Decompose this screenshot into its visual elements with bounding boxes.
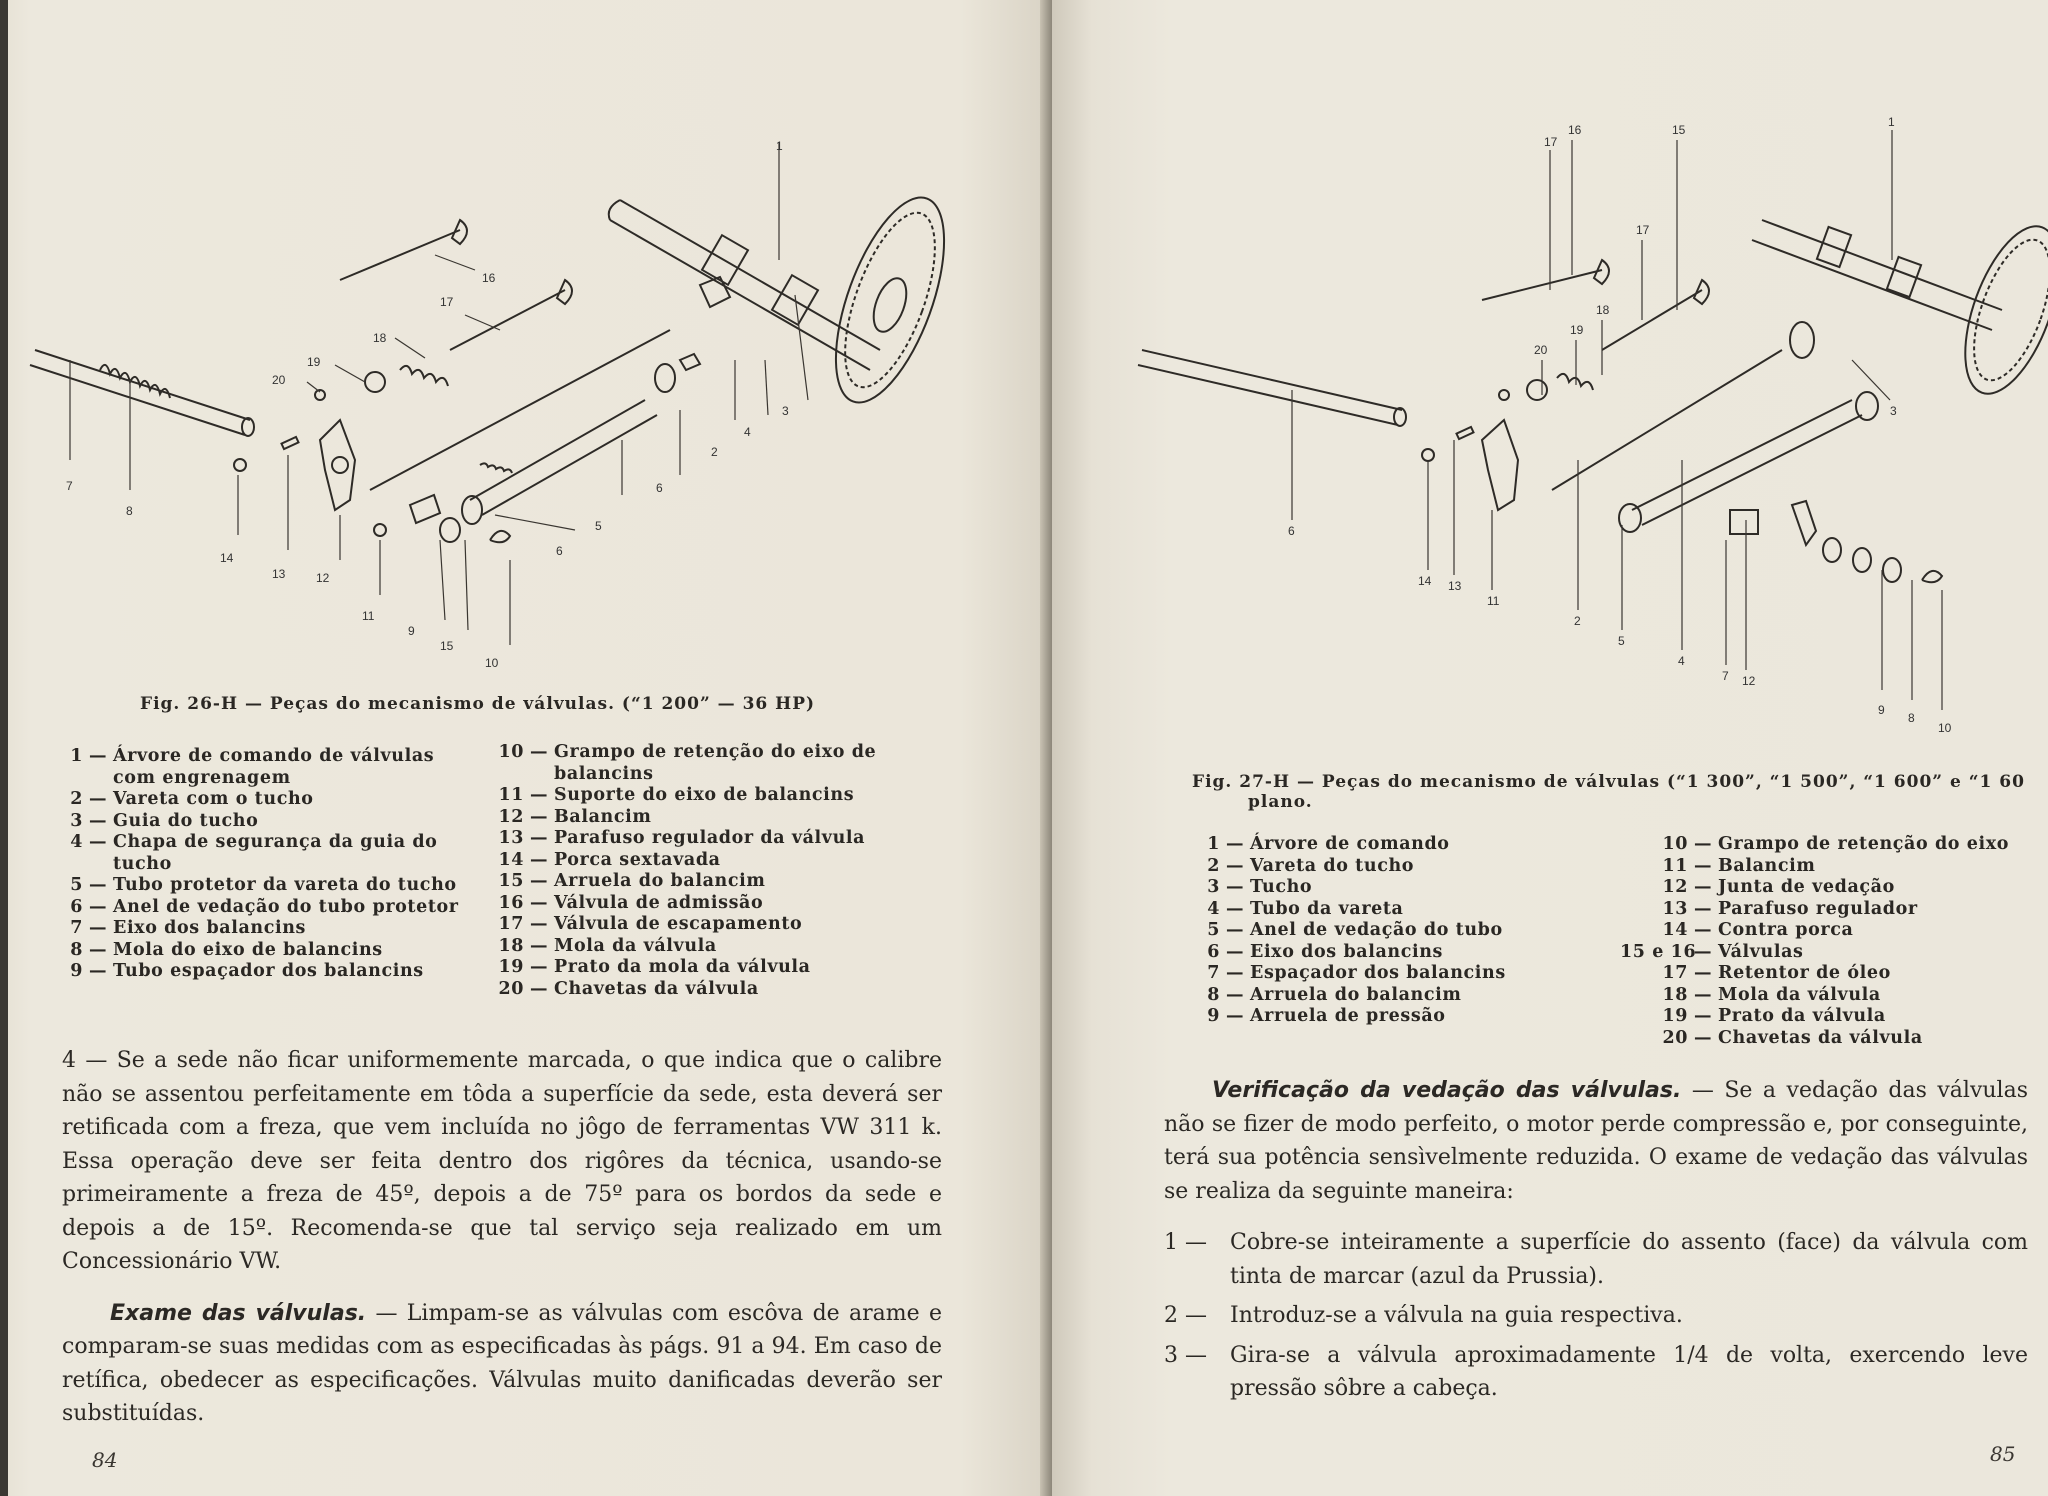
callout-1: 1	[776, 139, 783, 153]
legend-item: 2 — Vareta do tucho	[1207, 855, 1415, 876]
callout-3: 3	[1890, 404, 1897, 418]
spring-retainer	[365, 372, 385, 392]
callout-labels	[1288, 115, 1952, 735]
legend-item: 20 — Chavetas da válvula	[498, 978, 759, 999]
callout-19: 19	[307, 355, 321, 369]
legend-item: 3 — Guia do tucho	[70, 810, 259, 831]
legend-item: 18 — Mola da válvula	[1662, 984, 1881, 1005]
legend-item: 13 — Parafuso regulador da válvula	[498, 828, 866, 848]
callout-19: 19	[1570, 323, 1584, 337]
callout-11: 11	[1487, 594, 1500, 608]
legend-item: 18 — Mola da válvula	[498, 935, 717, 956]
legend-left-column	[1192, 834, 1506, 1028]
legend-item: 1 — Árvore de comando de válvulas com engrenagem	[70, 746, 435, 788]
lock-nut	[1422, 449, 1434, 461]
legend-item: 8 — Mola do eixo de balancins	[70, 939, 383, 960]
callout-3: 3	[782, 404, 789, 418]
legend-item: 14 — Contra porca	[1662, 920, 1854, 940]
washer-a	[1823, 538, 1841, 562]
callout-14: 14	[220, 551, 234, 565]
left-body-text	[62, 1044, 942, 1431]
paragraph-verification: Verificação da vedação das válvulas. — Se a vedação das válvulas não se fizer de modo perfeito, o motor perde compressão e, por conseguinte, terá sua potência sensìvelmente reduzida. O exame de vedação das válvulas se realiza da seguinte maneira:	[1164, 1078, 2028, 1204]
callout-5: 5	[1618, 634, 1625, 648]
tube-seal-2	[1856, 392, 1878, 420]
washer-c	[1883, 558, 1901, 582]
legend-item: 16 — Válvula de admissão	[498, 892, 764, 913]
callout-15: 15	[440, 639, 454, 653]
legend-item: 14 — Porca sextavada	[498, 849, 721, 870]
callout-7: 7	[1722, 669, 1729, 683]
valve-keeper	[1499, 390, 1509, 400]
legend-item: 19 — Prato da válvula	[1662, 1006, 1886, 1026]
legend-item: 9 — Arruela de pressão	[1207, 1006, 1446, 1026]
rocker-arm	[1482, 420, 1518, 510]
legend-item: 19 — Prato da mola da válvula	[498, 957, 811, 977]
push-rod-tube	[1632, 322, 1862, 525]
legend-right-column	[496, 742, 924, 1000]
callout-1: 1	[1888, 115, 1895, 129]
callout-4: 4	[1678, 654, 1685, 668]
shaft-support	[410, 495, 440, 523]
camshaft-part	[1752, 214, 2048, 405]
legend-item: 11 — Balancim	[1662, 855, 1816, 876]
valve-16	[340, 220, 467, 280]
legend-item: 15 e 16 — Válvulas	[1620, 941, 1804, 962]
valve-retainer	[1527, 380, 1547, 400]
callout-labels	[66, 139, 789, 670]
callout-18: 18	[1596, 303, 1610, 317]
callout-2: 2	[711, 445, 718, 459]
list-item: 1 — Cobre-se inteiramente a superfície do assento (face) da válvula com tinta de marcar (azul da Prussia).	[1164, 1230, 2028, 1289]
callout-13: 13	[272, 567, 286, 581]
legend-item: 1 — Árvore de comando	[1207, 834, 1450, 854]
legend-item: 4 — Chapa de segurança da guia do tucho	[70, 832, 438, 874]
spacer-tube	[440, 518, 460, 542]
rocker-shaft-part	[30, 350, 254, 436]
legend-left-column	[55, 746, 483, 983]
callout-9: 9	[1878, 703, 1885, 717]
legend-right-column	[1620, 834, 2009, 1049]
push-rod	[370, 330, 670, 490]
retaining-clip	[490, 531, 510, 542]
callout-9: 9	[408, 624, 415, 638]
callout-4: 4	[744, 425, 751, 439]
legend-item: 10 — Grampo de retenção do eixo de balancins	[498, 742, 877, 784]
paragraph-step-4: 4 — Se a sede não ficar uniformemente marcada, o que indica que o calibre não se assentou perfeitamente em tôda a superfície da sede, esta deverá ser retificada com a freza, que vem incluída no jôgo de ferramentas VW 311 k. Essa operação deve ser feita dentro dos rigôres da técnica, usando-se primeiramente a freza de 45º, depois a de 75º para os bordos da sede e depois a de 15º. Recomenda-se que tal serviço seja realizado em um Concessionário VW.	[62, 1048, 942, 1274]
book-edge	[0, 0, 8, 1496]
legend-item: 17 — Válvula de escapamento	[498, 914, 803, 934]
legend-item: 10 — Grampo de retenção do eixo	[1662, 834, 2010, 854]
figure-caption-line-2: plano.	[1248, 792, 1313, 812]
adjust-screw	[1456, 427, 1473, 439]
legend-item: 13 — Parafuso regulador	[1662, 898, 1918, 919]
valve-spring	[400, 366, 448, 386]
adjust-screw	[281, 437, 298, 449]
callout-6: 6	[1288, 524, 1295, 538]
right-page	[1052, 0, 2048, 1496]
callout-5: 5	[595, 519, 602, 533]
legend-item: 5 — Anel de vedação do tubo	[1207, 920, 1503, 940]
callout-12: 12	[316, 571, 330, 585]
callout-10: 10	[485, 656, 499, 670]
push-rod	[1552, 350, 1782, 490]
section-title-exam: Exame das válvulas.	[110, 1300, 367, 1326]
rocker-shaft-part	[1138, 350, 1406, 426]
legend-item: 12 — Junta de vedação	[1662, 877, 1895, 897]
leader-lines	[1292, 130, 1942, 710]
legend-item: 7 — Eixo dos balancins	[70, 918, 307, 938]
seal-ring-2	[655, 364, 675, 392]
callout-13: 13	[1448, 579, 1462, 593]
legend-item: 15 — Arruela do balancim	[498, 871, 766, 891]
leader-lines	[70, 142, 808, 645]
callout-8: 8	[126, 504, 133, 518]
callout-2: 2	[1574, 614, 1581, 628]
callout-6-bottom: 6	[556, 544, 563, 558]
rocker-arm	[320, 420, 355, 510]
legend-item: 7 — Espaçador dos balancins	[1207, 963, 1506, 983]
figure-caption: Fig. 26-H — Peças do mecanismo de válvulas. (“1 200” — 36 HP)	[140, 694, 816, 714]
seal-ring	[462, 496, 482, 524]
rocker-spacer	[1730, 510, 1758, 534]
callout-6-top: 6	[656, 481, 663, 495]
figure-26h	[20, 120, 960, 680]
callout-12: 12	[1742, 674, 1756, 688]
camshaft-gear	[814, 184, 960, 416]
legend-item: 9 — Tubo espaçador dos balancins	[70, 961, 424, 981]
legend-item: 2 — Vareta com o tucho	[70, 789, 314, 809]
callout-14: 14	[1418, 574, 1432, 588]
page-number-right: 85	[1990, 1442, 2016, 1466]
protector-tube	[470, 400, 657, 515]
callout-7: 7	[66, 479, 73, 493]
legend-item: 5 — Tubo protetor da vareta do tucho	[70, 875, 457, 895]
section-title-verification: Verificação da vedação das válvulas.	[1212, 1078, 1682, 1103]
paragraph-exam: Exame das válvulas. — Limpam-se as válvulas com escôva de arame e comparam-se suas medidas com as especificadas às págs. 91 a 94. Em caso de retífica, obedecer as especificações. Válvulas muito danificadas deverão ser substituídas.	[62, 1300, 942, 1426]
figure-27h	[1132, 110, 2048, 740]
legend-item: 6 — Eixo dos balancins	[1207, 941, 1444, 962]
hex-nut	[234, 459, 246, 471]
callout-16: 16	[482, 271, 496, 285]
figure-27h-drawing	[1132, 110, 2048, 740]
legend-item: 8 — Arruela do balancim	[1207, 984, 1462, 1005]
figure-26h-drawing	[20, 120, 960, 680]
callout-15: 15	[1672, 123, 1686, 137]
callout-8: 8	[1908, 711, 1915, 725]
legend-item: 12 — Balancim	[498, 806, 652, 827]
legend-item: 3 — Tucho	[1207, 877, 1313, 897]
figure-caption	[1192, 772, 2025, 812]
rocker-washer	[374, 524, 386, 536]
callout-20: 20	[1534, 343, 1548, 357]
legend-item: 4 — Tubo da vareta	[1207, 898, 1404, 919]
figure-caption-line-1: Fig. 27-H — Peças do mecanismo de válvulas (“1 300”, “1 500”, “1 600” e “1 60	[1192, 772, 2025, 792]
valve-spring	[1557, 374, 1593, 390]
valve-17	[450, 280, 572, 350]
tappet-guide	[680, 354, 700, 370]
step-list	[1164, 1226, 2028, 1406]
camshaft-part	[609, 200, 880, 370]
callout-11: 11	[362, 609, 375, 623]
callout-17: 17	[440, 295, 454, 309]
legend-item: 17 — Retentor de óleo	[1662, 963, 1891, 983]
callout-16: 16	[1568, 123, 1582, 137]
callout-17-top: 17	[1544, 135, 1558, 149]
list-item: 3 — Gira-se a válvula aproximadamente 1/4 de volta, exercendo leve pressão sôbre a cabeça.	[1164, 1342, 2028, 1401]
legend-item: 20 — Chavetas da válvula	[1662, 1027, 1923, 1048]
list-item: 2 — Introduz-se a válvula na guia respectiva.	[1164, 1303, 1683, 1328]
callout-17: 17	[1636, 223, 1650, 237]
callout-18: 18	[373, 331, 387, 345]
right-body-text	[1164, 1074, 2028, 1406]
legend-item: 11 — Suporte do eixo de balancins	[498, 785, 855, 805]
washer-b	[1853, 548, 1871, 572]
rocker-arm-2	[1792, 501, 1816, 545]
legend-item: 6 — Anel de vedação do tubo protetor	[70, 896, 459, 917]
callout-20: 20	[272, 373, 286, 387]
callout-10: 10	[1938, 721, 1952, 735]
retaining-clip	[1922, 571, 1942, 582]
page-number-left: 84	[92, 1448, 118, 1472]
